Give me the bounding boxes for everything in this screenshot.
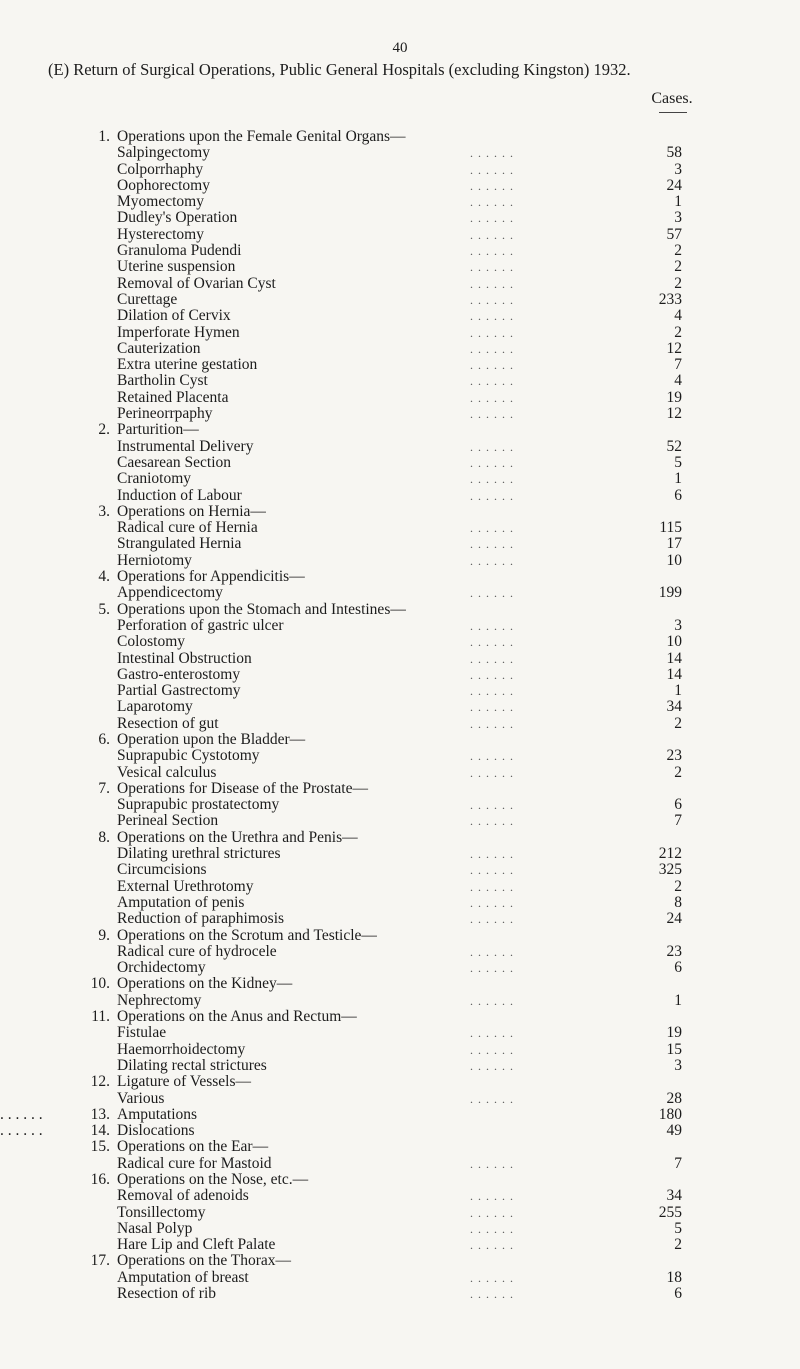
operation-name: Strangulated Hernia: [117, 535, 242, 553]
section-heading: [0, 1107, 800, 1123]
dot-leader: . . . . . .: [470, 651, 514, 666]
table-row: [0, 1286, 800, 1302]
operation-name: Removal of Ovarian Cyst: [117, 274, 276, 292]
operation-name: Salpingectomy: [117, 144, 210, 162]
cases-header-rule: [659, 112, 687, 113]
case-count: 12: [666, 339, 682, 357]
section-heading: [0, 504, 800, 520]
dot-leader: . . . . . .: [470, 341, 514, 356]
dot-leader: . . . . . .: [470, 162, 514, 177]
operation-name: Nasal Polyp: [117, 1219, 193, 1237]
operation-name: Reduction of paraphimosis: [117, 910, 285, 928]
table-row: [0, 308, 800, 324]
dot-leader: . . . . . .: [470, 244, 514, 259]
table-row: [0, 243, 800, 259]
table-row: [0, 194, 800, 210]
case-count: 3: [674, 1056, 682, 1074]
table-row: [0, 292, 800, 308]
section-title: Operation upon the Bladder—: [117, 730, 306, 748]
dot-leader: . . . . . .: [470, 455, 514, 470]
operation-name: Cauterization: [117, 339, 201, 357]
table-row: [0, 879, 800, 895]
table-row: [0, 1091, 800, 1107]
case-count: 52: [666, 437, 682, 455]
section-number: 16.: [90, 1171, 110, 1188]
operation-name: Herniotomy: [117, 551, 192, 569]
dot-leader: . . . . . .: [0, 1105, 43, 1123]
table-row: [0, 1221, 800, 1237]
table-row: [0, 162, 800, 178]
table-row: [0, 683, 800, 699]
operation-name: Imperforate Hymen: [117, 323, 240, 341]
dot-leader: . . . . . .: [470, 798, 514, 813]
dot-leader: . . . . . .: [470, 749, 514, 764]
section-heading: [0, 830, 800, 846]
dot-leader: . . . . . .: [470, 488, 514, 503]
section-number: 15.: [90, 1138, 110, 1156]
case-count: 255: [658, 1203, 682, 1221]
case-count: 24: [666, 176, 682, 194]
operation-name: Curettage: [117, 290, 178, 308]
section-heading: [0, 781, 800, 797]
dot-leader: . . . . . .: [470, 292, 514, 307]
case-count: 17: [666, 535, 682, 553]
operation-name: Resection of rib: [117, 1285, 217, 1303]
operation-name: Myomectomy: [117, 193, 204, 211]
section-title: Ligature of Vessels—: [117, 1073, 252, 1091]
table-row: [0, 765, 800, 781]
table-row: [0, 455, 800, 471]
operation-name: Dilating urethral strictures: [117, 845, 281, 863]
operation-name: Amputation of penis: [117, 893, 245, 911]
case-count: 3: [674, 160, 682, 178]
section-title: Operations for Appendicitis—: [117, 568, 305, 586]
section-number: 13.: [90, 1105, 110, 1123]
dot-leader: . . . . . .: [470, 765, 514, 780]
case-count: 5: [674, 453, 682, 471]
dot-leader: . . . . . .: [470, 847, 514, 862]
operation-name: Extra uterine gestation: [117, 356, 258, 374]
case-count: 18: [666, 1268, 682, 1286]
table-row: [0, 618, 800, 634]
table-row: [0, 553, 800, 569]
operation-name: Instrumental Delivery: [117, 437, 254, 455]
dot-leader: . . . . . .: [470, 1238, 514, 1253]
table-row: [0, 667, 800, 683]
operation-name: Amputation of breast: [117, 1268, 249, 1286]
table-row: [0, 895, 800, 911]
case-count: 6: [674, 486, 682, 504]
dot-leader: . . . . . .: [470, 700, 514, 715]
case-count: 23: [666, 747, 682, 765]
section-number: 1.: [98, 128, 110, 145]
table-row: [0, 748, 800, 764]
case-count: 10: [666, 551, 682, 569]
table-row: [0, 1188, 800, 1204]
operation-name: Suprapubic Cystotomy: [117, 747, 260, 765]
dot-leader: . . . . . .: [470, 553, 514, 568]
table-row: [0, 862, 800, 878]
operation-name: Perineorrpaphy: [117, 405, 213, 423]
dot-leader: . . . . . .: [470, 586, 514, 601]
operation-name: Uterine suspension: [117, 258, 236, 276]
table-row: [0, 944, 800, 960]
operation-name: Appendicectomy: [117, 584, 223, 602]
dot-leader: . . . . . .: [470, 667, 514, 682]
section-title: Dislocations: [117, 1122, 195, 1140]
case-count: 5: [674, 1219, 682, 1237]
case-count: 1: [674, 470, 682, 488]
case-count: 24: [666, 910, 682, 928]
operation-name: Induction of Labour: [117, 486, 242, 504]
dot-leader: . . . . . .: [470, 407, 514, 422]
section-heading: [0, 1253, 800, 1269]
section-number: 4.: [98, 568, 110, 586]
table-row: [0, 797, 800, 813]
operation-name: Colporrhaphy: [117, 160, 204, 178]
operation-name: Circumcisions: [117, 861, 207, 879]
case-count: 212: [658, 845, 682, 863]
operation-name: Gastro-enterostomy: [117, 665, 241, 683]
dot-leader: . . . . . .: [470, 374, 514, 389]
dot-leader: . . . . . .: [470, 684, 514, 699]
section-number: 7.: [98, 779, 110, 797]
section-heading: [0, 1172, 800, 1188]
case-count: 34: [666, 1187, 682, 1205]
case-count: 115: [659, 519, 682, 537]
section-heading: [0, 732, 800, 748]
section-heading: [0, 602, 800, 618]
case-count: 4: [674, 307, 682, 325]
dot-leader: . . . . . .: [470, 618, 514, 633]
case-count: 2: [674, 242, 682, 260]
section-number: 14.: [90, 1122, 110, 1140]
section-heading: [0, 1074, 800, 1090]
dot-leader: . . . . . .: [470, 1042, 514, 1057]
case-count: 2: [674, 258, 682, 276]
dot-leader: . . . . . .: [470, 358, 514, 373]
operation-name: Granuloma Pudendi: [117, 242, 242, 260]
case-count: 2: [674, 763, 682, 781]
operation-name: Tonsillectomy: [117, 1203, 206, 1221]
dot-leader: . . . . . .: [470, 537, 514, 552]
table-row: [0, 536, 800, 552]
table-row: [0, 1205, 800, 1221]
operation-name: Bartholin Cyst: [117, 372, 208, 390]
section-number: 10.: [90, 975, 110, 993]
table-row: [0, 357, 800, 373]
page-number: 40: [392, 40, 408, 56]
section-number: 12.: [90, 1073, 110, 1091]
dot-leader: . . . . . .: [470, 1026, 514, 1041]
table-row: [0, 911, 800, 927]
dot-leader: . . . . . .: [0, 1122, 43, 1140]
dot-leader: . . . . . .: [470, 1156, 514, 1171]
case-count: 1: [674, 991, 682, 1009]
table-row: [0, 1156, 800, 1172]
dot-leader: . . . . . .: [470, 961, 514, 976]
section-title: Operations on the Kidney—: [117, 975, 293, 993]
table-row: [0, 373, 800, 389]
dot-leader: . . . . . .: [470, 260, 514, 275]
case-count: 58: [666, 144, 682, 162]
dot-leader: . . . . . .: [470, 716, 514, 731]
dot-leader: . . . . . .: [470, 146, 514, 161]
operation-name: Resection of gut: [117, 714, 219, 732]
dot-leader: . . . . . .: [470, 1205, 514, 1220]
dot-leader: . . . . . .: [470, 944, 514, 959]
case-count: 2: [674, 274, 682, 292]
case-count: 8: [674, 893, 682, 911]
table-row: [0, 145, 800, 161]
table-row: [0, 960, 800, 976]
operation-name: Orchidectomy: [117, 959, 206, 977]
table-row: [0, 276, 800, 292]
section-number: 8.: [98, 828, 110, 846]
dot-leader: . . . . . .: [470, 635, 514, 650]
table-row: [0, 439, 800, 455]
page-title: (E) Return of Surgical Operations, Public General Hospitals (excluding Kingston) 1932.: [48, 60, 631, 79]
case-count: 15: [666, 1040, 682, 1058]
section-heading: [0, 1009, 800, 1025]
section-heading: [0, 422, 800, 438]
operation-name: Colostomy: [117, 633, 186, 651]
case-count: 3: [674, 616, 682, 634]
operation-name: Craniotomy: [117, 470, 192, 488]
operation-name: Hare Lip and Cleft Palate: [117, 1236, 276, 1254]
operation-name: Oophorectomy: [117, 176, 210, 194]
case-count: 10: [666, 633, 682, 651]
section-heading: [0, 129, 800, 145]
section-title: Operations for Disease of the Prostate—: [117, 779, 368, 797]
section-title: Operations on the Ear—: [117, 1138, 269, 1156]
case-count: 1: [674, 682, 682, 700]
operation-name: Perforation of gastric ulcer: [117, 616, 284, 634]
dot-leader: . . . . . .: [470, 863, 514, 878]
case-count: 2: [674, 877, 682, 895]
dot-leader: . . . . . .: [470, 1287, 514, 1302]
case-count: 2: [674, 714, 682, 732]
operation-name: Retained Placenta: [117, 388, 229, 406]
operation-name: Haemorrhoidectomy: [117, 1040, 246, 1058]
table-row: [0, 520, 800, 536]
table-row: [0, 210, 800, 226]
operation-name: Vesical calculus: [117, 763, 217, 781]
dot-leader: . . . . . .: [470, 1270, 514, 1285]
section-heading: [0, 1123, 800, 1139]
operation-name: Fistulae: [117, 1024, 167, 1042]
case-count: 28: [666, 1089, 682, 1107]
operation-name: Partial Gastrectomy: [117, 682, 241, 700]
case-count: 7: [674, 812, 682, 830]
section-heading: [0, 976, 800, 992]
case-count: 6: [674, 796, 682, 814]
dot-leader: . . . . . .: [470, 390, 514, 405]
table-row: [0, 341, 800, 357]
dot-leader: . . . . . .: [470, 309, 514, 324]
table-row: [0, 1025, 800, 1041]
dot-leader: . . . . . .: [470, 993, 514, 1008]
operation-name: Various: [117, 1089, 165, 1107]
table-row: [0, 259, 800, 275]
table-row: [0, 813, 800, 829]
operation-name: Hysterectomy: [117, 225, 204, 243]
case-count: 12: [666, 405, 682, 423]
dot-leader: . . . . . .: [470, 1058, 514, 1073]
dot-leader: . . . . . .: [470, 1189, 514, 1204]
section-number: 11.: [91, 1008, 110, 1026]
case-count: 2: [674, 1236, 682, 1254]
section-title: Operations on the Scrotum and Testicle—: [117, 926, 377, 944]
case-count: 6: [674, 1285, 682, 1303]
case-count: 14: [666, 649, 682, 667]
case-count: 23: [666, 942, 682, 960]
case-count: 57: [666, 225, 682, 243]
table-row: [0, 846, 800, 862]
table-row: [0, 716, 800, 732]
case-count: 4: [674, 372, 682, 390]
section-title: Operations on the Urethra and Penis—: [117, 828, 358, 846]
dot-leader: . . . . . .: [470, 178, 514, 193]
operation-name: Nephrectomy: [117, 991, 202, 1009]
dot-leader: . . . . . .: [470, 814, 514, 829]
operation-name: Dilating rectal strictures: [117, 1056, 267, 1074]
case-count: 34: [666, 698, 682, 716]
table-row: [0, 471, 800, 487]
operation-name: Removal of adenoids: [117, 1187, 249, 1205]
table-row: [0, 699, 800, 715]
dot-leader: . . . . . .: [470, 895, 514, 910]
operation-name: Suprapubic prostatectomy: [117, 796, 280, 814]
cases-column-header: Cases.: [651, 90, 693, 107]
dot-leader: . . . . . .: [470, 1221, 514, 1236]
operation-name: External Urethrotomy: [117, 877, 254, 895]
section-number: 6.: [98, 730, 110, 748]
case-count: 325: [658, 861, 682, 879]
dot-leader: . . . . . .: [470, 195, 514, 210]
section-title: Amputations: [117, 1105, 198, 1123]
table-row: [0, 406, 800, 422]
dot-leader: . . . . . .: [470, 276, 514, 291]
dot-leader: . . . . . .: [470, 439, 514, 454]
section-title: Operations on Hernia—: [117, 502, 266, 520]
operations-table: [0, 129, 800, 1302]
case-count: 14: [666, 665, 682, 683]
operation-name: Dudley's Operation: [117, 209, 238, 227]
case-count: 7: [674, 1154, 682, 1172]
table-row: [0, 1058, 800, 1074]
table-row: [0, 178, 800, 194]
case-count: 19: [666, 388, 682, 406]
operation-name: Radical cure of hydrocele: [117, 942, 277, 960]
operation-name: Radical cure for Mastoid: [117, 1154, 272, 1172]
operation-name: Dilation of Cervix: [117, 307, 231, 325]
section-number: 9.: [98, 926, 110, 944]
case-count: 233: [658, 290, 682, 308]
dot-leader: . . . . . .: [470, 211, 514, 226]
table-row: [0, 1042, 800, 1058]
dot-leader: . . . . . .: [470, 1091, 514, 1106]
table-row: [0, 1237, 800, 1253]
section-title: Operations on the Thorax—: [117, 1252, 292, 1270]
case-count: 1: [674, 193, 682, 211]
section-number: 3.: [98, 502, 110, 520]
section-heading: [0, 569, 800, 585]
operation-name: Caesarean Section: [117, 453, 232, 471]
case-count: 199: [658, 584, 682, 602]
case-count: 2: [674, 323, 682, 341]
case-count: 180: [658, 1105, 682, 1123]
section-heading: [0, 928, 800, 944]
dot-leader: . . . . . .: [470, 521, 514, 536]
section-title: Operations on the Anus and Rectum—: [117, 1008, 357, 1026]
operation-name: Laparotomy: [117, 698, 193, 716]
dot-leader: . . . . . .: [470, 227, 514, 242]
table-row: [0, 488, 800, 504]
operation-name: Intestinal Obstruction: [117, 649, 252, 667]
dot-leader: . . . . . .: [470, 325, 514, 340]
case-count: 3: [674, 209, 682, 227]
table-row: [0, 651, 800, 667]
operation-name: Perineal Section: [117, 812, 219, 830]
table-row: [0, 993, 800, 1009]
section-title: Operations upon the Female Genital Organs—: [117, 128, 406, 145]
section-title: Operations on the Nose, etc.—: [117, 1171, 309, 1188]
table-row: [0, 1270, 800, 1286]
table-row: [0, 227, 800, 243]
case-count: 6: [674, 959, 682, 977]
section-heading: [0, 1139, 800, 1155]
case-count: 19: [666, 1024, 682, 1042]
section-number: 17.: [90, 1252, 110, 1270]
case-count: 49: [666, 1122, 682, 1140]
dot-leader: . . . . . .: [470, 912, 514, 927]
dot-leader: . . . . . .: [470, 879, 514, 894]
section-number: 5.: [98, 600, 110, 618]
table-row: [0, 325, 800, 341]
case-count: 7: [674, 356, 682, 374]
section-title: Parturition—: [117, 421, 199, 439]
dot-leader: . . . . . .: [470, 472, 514, 487]
table-row: [0, 634, 800, 650]
section-number: 2.: [98, 421, 110, 439]
section-title: Operations upon the Stomach and Intestines—: [117, 600, 406, 618]
table-row: [0, 585, 800, 601]
table-row: [0, 390, 800, 406]
operation-name: Radical cure of Hernia: [117, 519, 258, 537]
